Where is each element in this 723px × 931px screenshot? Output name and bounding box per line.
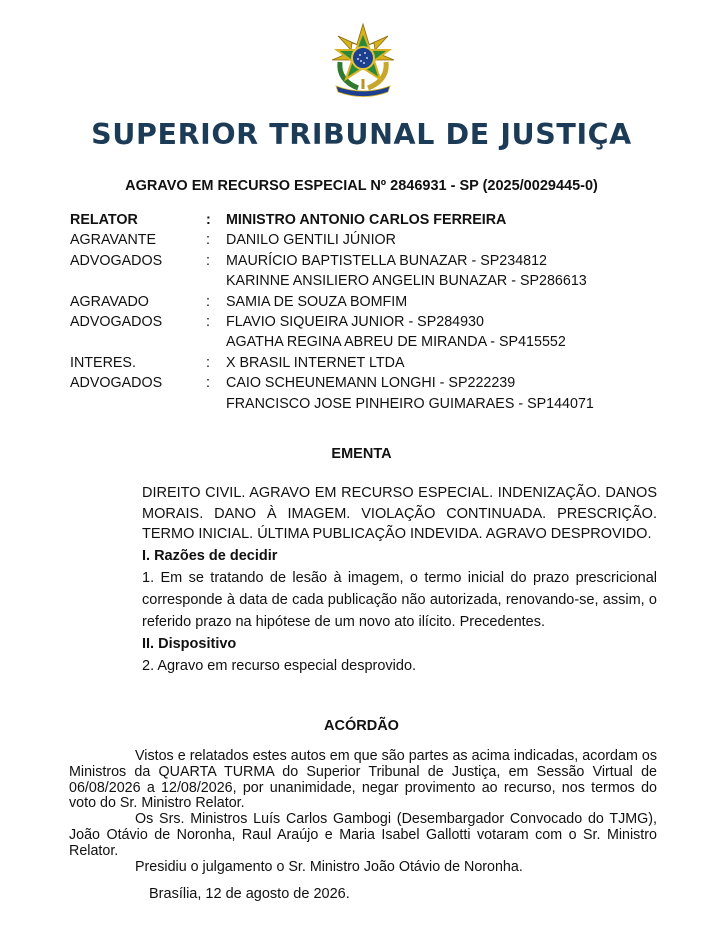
party-colon: : (206, 375, 210, 392)
court-name: SUPERIOR TRIBUNAL DE JUSTIÇA (91, 118, 632, 151)
parties-list (70, 210, 594, 414)
party-names (226, 230, 396, 250)
section-heading-dispositivo: II. Dispositivo (142, 635, 237, 652)
party-role: INTERES. (70, 354, 136, 371)
party-colon: : (206, 212, 211, 228)
party-name: MINISTRO ANTONIO CARLOS FERREIRA (226, 212, 507, 228)
party-row-relator (70, 210, 594, 230)
party-row-agravante (70, 230, 594, 250)
party-colon: : (206, 354, 210, 371)
section-text-razoes: 1. Em se tratando de lesão à imagem, o termo inicial do prazo prescricional corresponde à data de cada publicação não autorizada, renovando-se, assim, o referido prazo na hipótese de um novo ato ilícito. Precedentes. (142, 569, 657, 630)
party-role: ADVOGADOS (70, 375, 163, 392)
party-role: RELATOR (70, 212, 138, 228)
party-names (226, 312, 566, 353)
party-name: X BRASIL INTERNET LTDA (226, 354, 405, 371)
party-colon: : (206, 252, 210, 269)
place-date-signature: Brasília, 12 de agosto de 2026. (149, 886, 350, 902)
party-role: ADVOGADOS (70, 314, 163, 331)
party-row-advogados-agravado (70, 312, 594, 353)
ementa-summary: DIREITO CIVIL. AGRAVO EM RECURSO ESPECIAL. INDENIZAÇÃO. DANOS MORAIS. DANO À IMAGEM. VIOLAÇÃO CONTINUADA. PRESCRIÇÃO. TERMO INICIAL. ÚLTIMA PUBLICAÇÃO INDEVIDA. AGRAVO DESPROVIDO. (142, 485, 657, 542)
acordao-title: ACÓRDÃO (324, 718, 399, 734)
acordao-block (69, 749, 657, 875)
party-role: AGRAVANTE (70, 232, 157, 249)
party-name: MAURÍCIO BAPTISTELLA BUNAZAR - SP234812 (226, 252, 547, 269)
acordao-paragraph: Presidiu o julgamento o Sr. Ministro João Otávio de Noronha. (135, 858, 523, 875)
party-name: AGATHA REGINA ABREU DE MIRANDA - SP415552 (226, 334, 566, 351)
ementa-title: EMENTA (331, 446, 392, 462)
party-name: FLAVIO SIQUEIRA JUNIOR - SP284930 (226, 314, 484, 331)
section-text-dispositivo: 2. Agravo em recurso especial desprovido. (142, 657, 417, 674)
ementa-block (142, 483, 657, 677)
party-row-advogados-interessado (70, 373, 594, 414)
party-name: FRANCISCO JOSE PINHEIRO GUIMARAES - SP144071 (226, 395, 594, 412)
party-colon: : (206, 314, 210, 331)
party-names (226, 251, 587, 292)
process-title: AGRAVO EM RECURSO ESPECIAL Nº 2846931 - SP (2025/0029445-0) (125, 178, 598, 194)
party-name: SAMIA DE SOUZA BOMFIM (226, 293, 408, 310)
brazil-coat-of-arms-icon (328, 22, 398, 98)
acordao-paragraph: Os Srs. Ministros Luís Carlos Gambogi (Desembargador Convocado do TJMG), João Otávio de Noronha, Raul Araújo e Maria Isabel Gallotti votaram com o Sr. Ministro Relator. (69, 811, 657, 859)
party-colon: : (206, 293, 210, 310)
party-name: CAIO SCHEUNEMANN LONGHI - SP222239 (226, 375, 516, 392)
party-role: ADVOGADOS (70, 252, 163, 269)
party-name: DANILO GENTILI JÚNIOR (226, 232, 396, 249)
party-names (226, 373, 594, 414)
section-heading-razoes: I. Razões de decidir (142, 547, 278, 564)
party-name: KARINNE ANSILIERO ANGELIN BUNAZAR - SP286613 (226, 273, 587, 290)
party-role: AGRAVADO (70, 293, 149, 310)
party-row-interessado (70, 353, 594, 373)
party-row-agravado (70, 292, 594, 312)
party-names (226, 353, 405, 373)
party-names (226, 210, 506, 230)
acordao-paragraph: Vistos e relatados estes autos em que são partes as acima indicadas, acordam os Ministros da QUARTA TURMA do Superior Tribunal de Justiça, em Sessão Virtual de 06/08/2026 a 12/08/2026, por unanimidade, negar provimento ao recurso, nos termos do voto do Sr. Ministro Relator. (69, 748, 657, 812)
party-row-advogados-agravante (70, 251, 594, 292)
party-colon: : (206, 232, 210, 249)
party-names (226, 292, 407, 312)
